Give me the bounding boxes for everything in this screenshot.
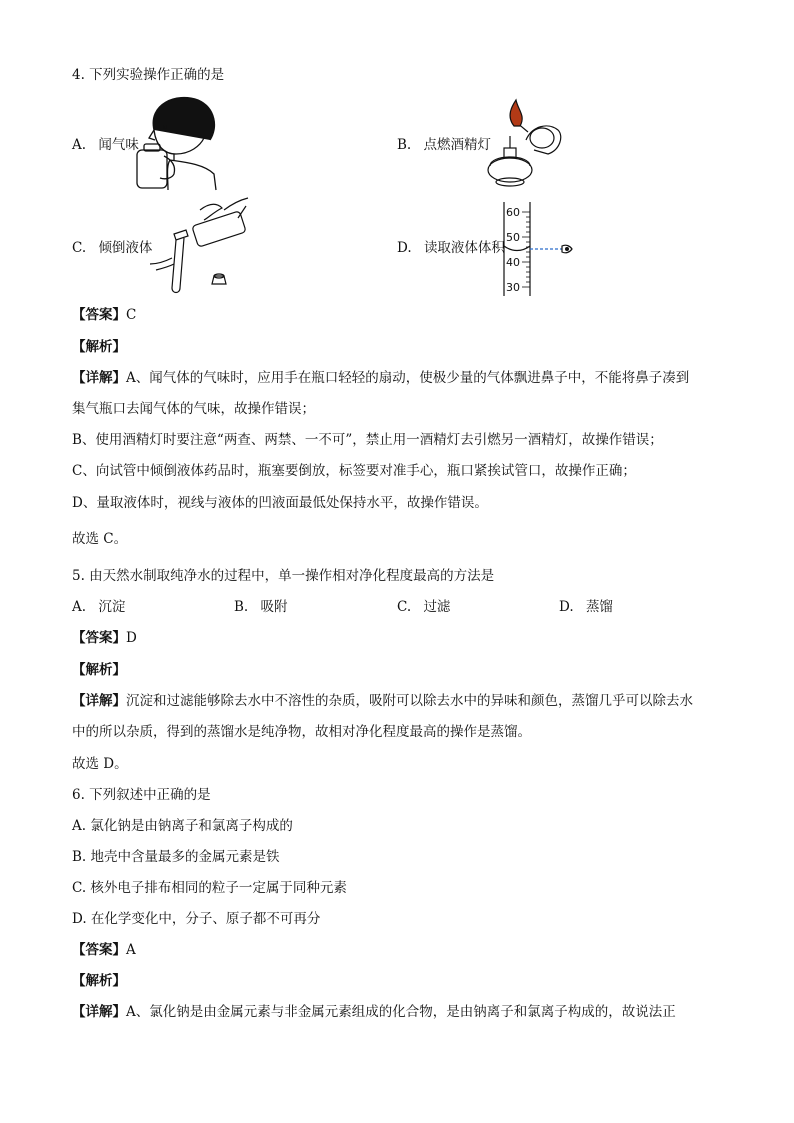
q5-detail-line-2: 中的所以杂质，得到的蒸馏水是纯净物，故相对净化程度最高的操作是蒸馏。 <box>72 724 531 740</box>
q5-answer <box>72 629 137 647</box>
option-letter: B. <box>234 599 249 615</box>
option-letter: D. <box>397 240 412 256</box>
tick-label: 40 <box>506 256 520 269</box>
q6-option-a: A. 氯化钠是由钠离子和氯离子构成的 <box>72 818 293 834</box>
option-text: 过滤 <box>423 599 451 615</box>
q6-stem: 6. 下列叙述中正确的是 <box>72 787 211 803</box>
detail-tag: 【详解】 <box>72 1004 126 1020</box>
answer-value: D <box>126 630 137 646</box>
q5-option-a <box>72 598 125 616</box>
option-text: 闻气味 <box>98 137 139 153</box>
q4-stem: 4. 下列实验操作正确的是 <box>72 67 225 83</box>
q6-option-b: B. 地壳中含量最多的金属元素是铁 <box>72 849 280 865</box>
q5-detail-line-1 <box>72 692 693 710</box>
q4-detail-line-1 <box>72 369 689 387</box>
q4-choose: 故选 C。 <box>72 531 128 547</box>
detail-text: A、氯化钠是由金属元素与非金属元素组成的化合物，是由钠离子和氯离子构成的，故说法正 <box>126 1004 676 1020</box>
tick-label: 30 <box>506 281 520 294</box>
q4-detail-line-3: B、使用酒精灯时要注意“两查、两禁、一不可”，禁止用一酒精灯去引燃另一酒精灯，故操作错误； <box>72 432 663 448</box>
q4-analysis-tag: 【解析】 <box>72 339 126 355</box>
q5-analysis-tag: 【解析】 <box>72 662 126 678</box>
detail-text: 沉淀和过滤能够除去水中不溶性的杂质，吸附可以除去水中的异味和颜色，蒸馏几乎可以除去水 <box>126 693 693 709</box>
tick-label: 50 <box>506 231 520 244</box>
q5-choose: 故选 D。 <box>72 756 128 772</box>
q6-detail-line-1 <box>72 1003 676 1021</box>
q4-detail-line-5: D、量取液体时，视线与液体的凹液面最低处保持水平，故操作错误。 <box>72 495 488 511</box>
q6-option-c: C. 核外电子排布相同的粒子一定属于同种元素 <box>72 880 347 896</box>
option-letter: C. <box>72 240 87 256</box>
q4-answer <box>72 306 136 324</box>
option-text: 吸附 <box>260 599 288 615</box>
q4-option-c <box>72 239 152 257</box>
q4-detail-line-4: C、向试管中倾倒液体药品时，瓶塞要倒放，标签要对准手心，瓶口紧挨试管口，故操作正确； <box>72 463 636 479</box>
option-letter: A. <box>72 137 87 153</box>
option-text: 倾倒液体 <box>98 240 153 256</box>
q6-analysis-tag: 【解析】 <box>72 973 126 989</box>
pour-liquid-figure <box>150 198 250 298</box>
q4-detail-line-2: 集气瓶口去闻气体的气味，故操作错误； <box>72 401 315 417</box>
option-letter: B. <box>397 137 412 153</box>
q5-option-d <box>559 598 613 616</box>
option-text: 读取液体体积 <box>423 240 505 256</box>
option-letter: A. <box>72 599 87 615</box>
option-letter: D. <box>559 599 574 615</box>
q6-option-d: D. 在化学变化中，分子、原子都不可再分 <box>72 911 321 927</box>
option-letter: C. <box>397 599 412 615</box>
answer-value: A <box>126 942 136 958</box>
option-text: 蒸馏 <box>585 599 613 615</box>
answer-tag: 【答案】 <box>72 630 126 646</box>
q4-option-b <box>397 136 491 154</box>
detail-text: A、闻气体的气味时，应用手在瓶口轻轻的扇动，使极少量的气体飘进鼻子中，不能将鼻子凑到 <box>126 370 690 386</box>
q5-stem: 5. 由天然水制取纯净水的过程中，单一操作相对净化程度最高的方法是 <box>72 568 495 584</box>
detail-tag: 【详解】 <box>72 370 126 386</box>
q4-option-a <box>72 136 139 154</box>
smell-gas-figure <box>134 94 224 190</box>
q6-answer <box>72 941 136 959</box>
option-text: 沉淀 <box>98 599 126 615</box>
answer-tag: 【答案】 <box>72 307 126 323</box>
q5-option-b <box>234 598 288 616</box>
alcohol-lamp-figure <box>486 96 566 192</box>
q4-option-d <box>397 239 505 257</box>
detail-tag: 【详解】 <box>72 693 126 709</box>
option-text: 点燃酒精灯 <box>423 137 492 153</box>
graduated-cylinder-figure <box>502 202 582 298</box>
q5-option-c <box>397 598 450 616</box>
answer-value: C <box>126 307 137 323</box>
answer-tag: 【答案】 <box>72 942 126 958</box>
tick-label: 60 <box>506 206 520 219</box>
